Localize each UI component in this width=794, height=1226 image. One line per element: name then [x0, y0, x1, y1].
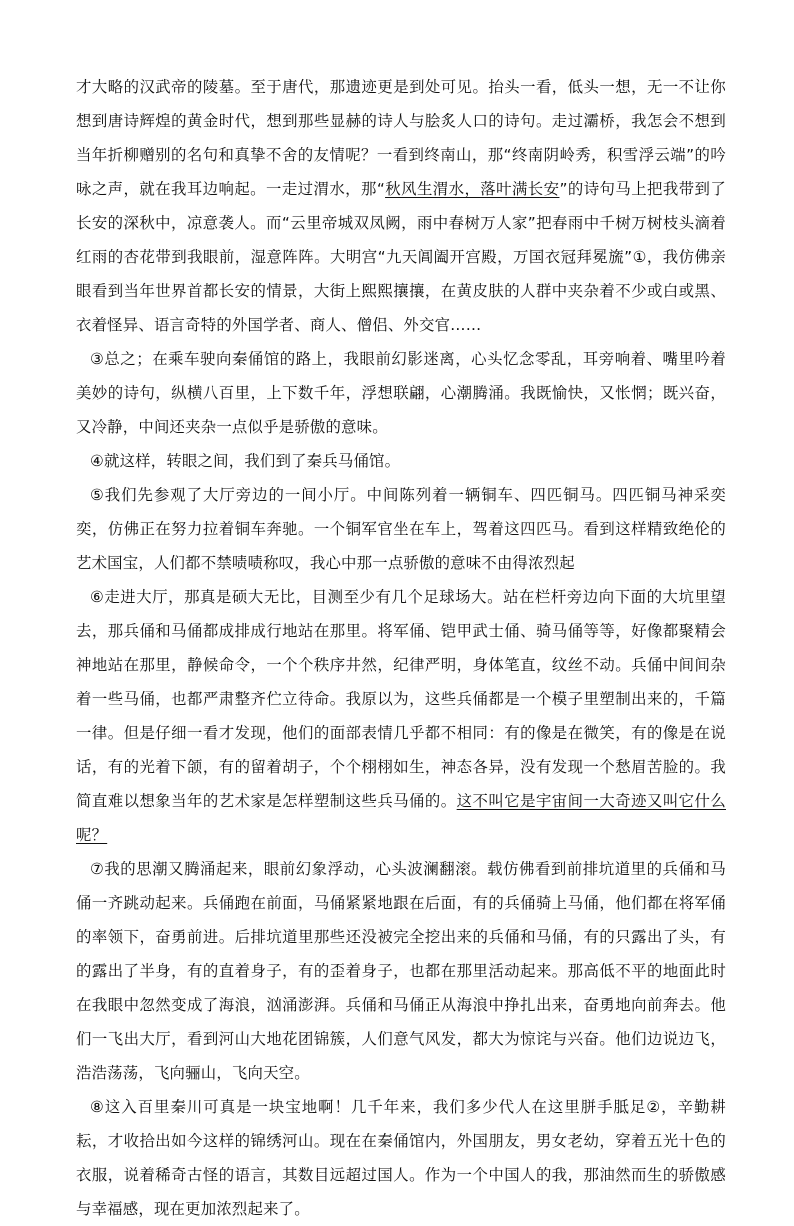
paragraph-4 — [76, 444, 726, 478]
paragraph-text: ⑦我的思潮又腾涌起来，眼前幻象浮动，心头波澜翻滚。载仿佛看到前排坑道里的兵俑和马俑一齐跳动起来。兵俑跑在前面，马俑紧紧地跟在后面，有的兵俑骑上马俑，他们都在将军俑的率领下，奋勇前进。后排坑道里那些还没被完全挖出来的兵俑和马俑，有的只露出了头，有的露出了半身，有的直着身子，有的歪着身子，也都在那里活动起来。那高低不平的地面此时在我眼中忽然变成了海浪，汹涌澎湃。兵俑和马俑正从海浪中挣扎出来，奋勇地向前奔去。他们一飞出大厅，看到河山大地花团锦簇，人们意气风发，都大为惊诧与兴奋。他们边说边飞，浩浩荡荡，飞向骊山，飞向天空。 — [76, 860, 726, 1082]
paragraph-text: ③总之；在乘车驶向秦俑馆的路上，我眼前幻影迷离，心头忆念零乱，耳旁响着、嘴里吟着美妙的诗句，纵横八百里，上下数千年，浮想联翩，心潮腾涌。我既愉快，又怅惘；既兴奋，又冷静，中间还夹杂一点似乎是骄傲的意味。 — [76, 350, 726, 436]
paragraph-text: ⑥走进大厅，那真是硕大无比，目测至少有几个足球场大。站在栏杆旁边向下面的大坑里望去，那兵俑和马俑都成排成行地站在那里。将军俑、铠甲武士俑、骑马俑等等，好像都聚精会神地站在那里，静候命令，一个个秩序井然，纪律严明，身体笔直，纹丝不动。兵俑中间间杂着一些马俑，也都严肃整齐伫立待命。我原以为，这些兵俑都是一个模子里塑制出来的，千篇一律。但是仔细一看才发现，他们的面部表情几乎都不相同：有的像是在微笑，有的像是在说话，有的光着下颌，有的留着胡子，个个栩栩如生，神态各异，没有发现一个愁眉苦脸的。我简直难以想象当年的艺术家是怎样塑制这些兵马俑的。 — [76, 588, 726, 810]
paragraph-text-after: ”的诗句马上把我带到了长安的深秋中，凉意袭人。而“云里帝城双凤阙，雨中春树万人家”把春雨中千树万树枝头滴着红雨的杏花带到我眼前，湿意阵阵。大明宫“九天阊阖开宫殿，万国衣冠拜冕旒”①，我仿佛亲眼看到当年世界首都长安的情景，大街上熙熙攘攘，在黄皮肤的人群中夹杂着不少或白或黑、衣着怪异、语言奇特的外国学者、商人、僧侣、外交官…… — [76, 180, 726, 334]
paragraph-continuation — [76, 70, 726, 342]
paragraph-3 — [76, 342, 726, 444]
paragraph-text: ⑤我们先参观了大厅旁边的一间小厅。中间陈列着一辆铜车、四匹铜马。四匹铜马神采奕奕，仿佛正在努力拉着铜车奔驰。一个铜军官坐在车上，驾着这四匹马。看到这样精致绝伦的艺术国宝，人们都不禁啧啧称叹，我心中那一点骄傲的意味不由得浓烈起 — [76, 486, 726, 572]
paragraph-text: 才大略的汉武帝的陵墓。至于唐代，那遗迹更是到处可见。抬头一看，低头一想，无一不让你想到唐诗辉煌的黄金时代，想到那些显赫的诗人与脍炙人口的诗句。走过灞桥，我怎会不想到当年折柳赠别的名句和真挚不舍的友情呢？一看到终南山，那“终南阴岭秀，积雪浮云端”的吟咏之声，就在我耳边响起。一走过渭水，那“ — [76, 78, 726, 198]
document-body — [76, 70, 726, 1226]
paragraph-7 — [76, 852, 726, 1090]
paragraph-5 — [76, 478, 726, 580]
paragraph-text: ⑧这入百里秦川可真是一块宝地啊！几千年来，我们多少代人在这里胼手胝足②，辛勤耕耘，才收拾出如今这样的锦绣河山。现在在秦俑馆内，外国朋友，男女老幼，穿着五光十色的衣服，说着稀奇古怪的语言，其数目远超过国人。作为一个中国人的我，那油然而生的骄傲感与幸福感，现在更加浓烈起来了。 — [76, 1098, 726, 1218]
underlined-question: 这不叫它是宇宙间一大奇迹又叫它什么呢？ — [76, 792, 726, 844]
paragraph-6 — [76, 580, 726, 852]
underlined-quote: 秋风生渭水，落叶满长安 — [385, 180, 560, 198]
paragraph-text: ④就这样，转眼之间，我们到了秦兵马俑馆。 — [90, 452, 401, 470]
paragraph-8 — [76, 1090, 726, 1226]
